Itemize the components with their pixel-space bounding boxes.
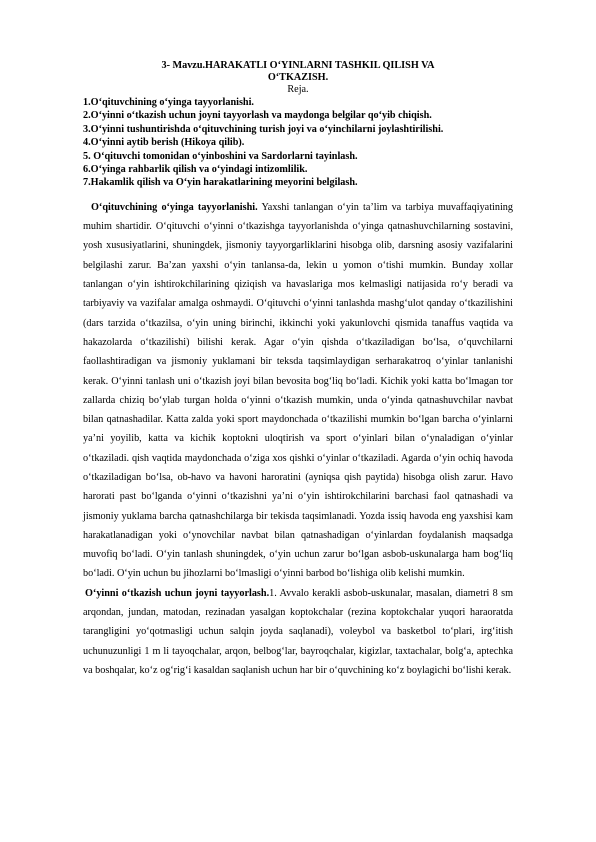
paragraph-body: 1. Avvalo kerakli asbob-uskunalar, masalan, diametri 8 sm arqondan, jundan, matodan, rezinadan yasalgan koptokchalar (rezina koptokchalar yuqori haraoratda tarangligini yo‘qotmasligi uchun salqin joyda saqlanadi), voleybol va basketbol to‘plari, irg‘itish uchunuzunligi 1 m li tayoqchalar, arqon, belbog‘lar, bayroqchalar, kigizlar, taxtachalar, bolg‘a, aptechka va boshqalar, ko‘z og‘rig‘i kasaldan saqlanish uchun har bir o‘quvchining ko‘z boylagichi bo‘lishi kerak. xyxy=(83,587,513,676)
paragraph-venue-preparation xyxy=(83,584,513,680)
plan-item: 7.Hakamlik qilish va O‘yin harakatlarining meyorini belgilash. xyxy=(83,177,358,189)
topic-title-line-1: 3- Mavzu.HARAKATLI O‘YINLARNI TASHKIL QILISH VA xyxy=(161,60,435,71)
plan-list xyxy=(83,96,513,190)
document-page xyxy=(83,60,513,680)
topic-title-line-2: O‘TKAZISH. xyxy=(267,72,329,83)
plan-item: 3.O‘yinni tushuntirishda o‘qituvchining turish joyi va o‘yinchilarni joylashtirilishi. xyxy=(83,123,444,135)
plan-item: 6.O‘yinga rahbarlik qilish va o‘yindagi intizomlilik. xyxy=(83,164,308,176)
plan-item: 5. O‘qituvchi tomonidan o‘yinboshini va Sardorlarni tayinlash. xyxy=(83,150,358,162)
paragraph-lead: O‘qituvchining o‘yinga tayyorlanishi. xyxy=(91,201,258,213)
topic-title xyxy=(83,60,513,84)
paragraph-teacher-preparation xyxy=(83,198,513,584)
paragraph-lead: O‘yinni o‘tkazish uchun joyni tayyorlash. xyxy=(85,587,270,599)
plan-item: 2.O‘yinni o‘tkazish uchun joyni tayyorlash va maydonga belgilar qo‘yib chiqish. xyxy=(83,110,432,122)
plan-item: 1.O‘qituvchining o‘yinga tayyorlanishi. xyxy=(83,97,254,108)
plan-heading: Reja. xyxy=(287,84,309,95)
plan-item: 4.O‘yinni aytib berish (Hikoya qilib). xyxy=(83,137,245,149)
paragraph-body: Yaxshi tanlangan o‘yin ta’lim va tarbiya muvaffaqiyatining muhim shartidir. O‘qituvchi o‘yinni o‘tkazishga tayyorlanishda o‘yinga qatnashuvchilarning sostavini, yosh xususiyatlarini, shuningdek, jismoniy tayyorgarliklarini hisobga olib, darsning asosiy vazifalarini belgilashi zarur. Ba’zan yaxshi o‘yin tanlansa-da, lekin u yomon o‘tishi mumkin. Bunday xollar tanlangan o‘yin ishtirokchilarining qiziqish va havaslariga mos kelmasligi natijasida ro‘y beradi va tarbiyaviy va vazifalar amalga oshmaydi. O‘qituvchi o‘yinni tanlashda mashg‘ulot qanday o‘tkazilishini (dars tarzida o‘tkazilsa, o‘yin uning birinchi, ikkinchi yoki yakunlovchi qismida tanaffus vaqtida va hakazolarda o‘tkazilishi) bilishi kerak. Agar o‘yin qishda o‘tkaziladigan bo‘lsa, o‘quvchilarni faollashtiradigan va jismoniy yuklamani bir teksda taqsimlaydigan serharakatroq o‘yinlar tanlanishi kerak. O‘yinni tanlash uni o‘tkazish joyi bilan bevosita bog‘liq bo‘ladi. Kichik yoki katta bo‘lmagan tor zallarda chiziq bo‘ylab turgan holda o‘yinni o‘tkazish mumkin, unda o‘yinda qatnashuvchilar navbat bilan qatnashadilar. Katta zalda yoki sport maydonchada o‘tkazilishi mumkin bo‘lgan barcha o‘yinlarni ya’ni yoyilib, katta va kichik koptokni uloqtirish va sport o‘yinlari bilan o‘ynaladigan o‘yinlar o‘tkaziladi. qish vaqtida maydonchada o‘ziga xos qishki o‘yinlar o‘tkaziladi. Agarda o‘yin ochiq havoda o‘tkaziladigan bo‘lsa, ob-havo va havoni haroratini (ayniqsa qish paytida) hisobga olish zarur. Havo harorati past bo‘lganda o‘yinni o‘tkazishni ya’ni o‘yin ishtirokchilarini barchasi faol qatnashadi va jismoniy yuklama barcha qatnashchilarga bir tekisda taqsimlanadi. Yozda issiq havoda eng yaxshisi kam harakatlanadigan yoki o‘ynovchilar navbat bilan qatnashadigan o‘yinlardan foydalanish maqsadga muvofiq bo‘ladi. O‘yin tanlash shuningdek, o‘yin uchun zarur bo‘lgan asbob-uskunalarga ham bog‘liq bo‘ladi. O‘yin uchun bu jihozlarni bo‘lmasligi o‘yinni barbod bo‘lishiga olib kelishi mumkin. xyxy=(83,201,513,580)
